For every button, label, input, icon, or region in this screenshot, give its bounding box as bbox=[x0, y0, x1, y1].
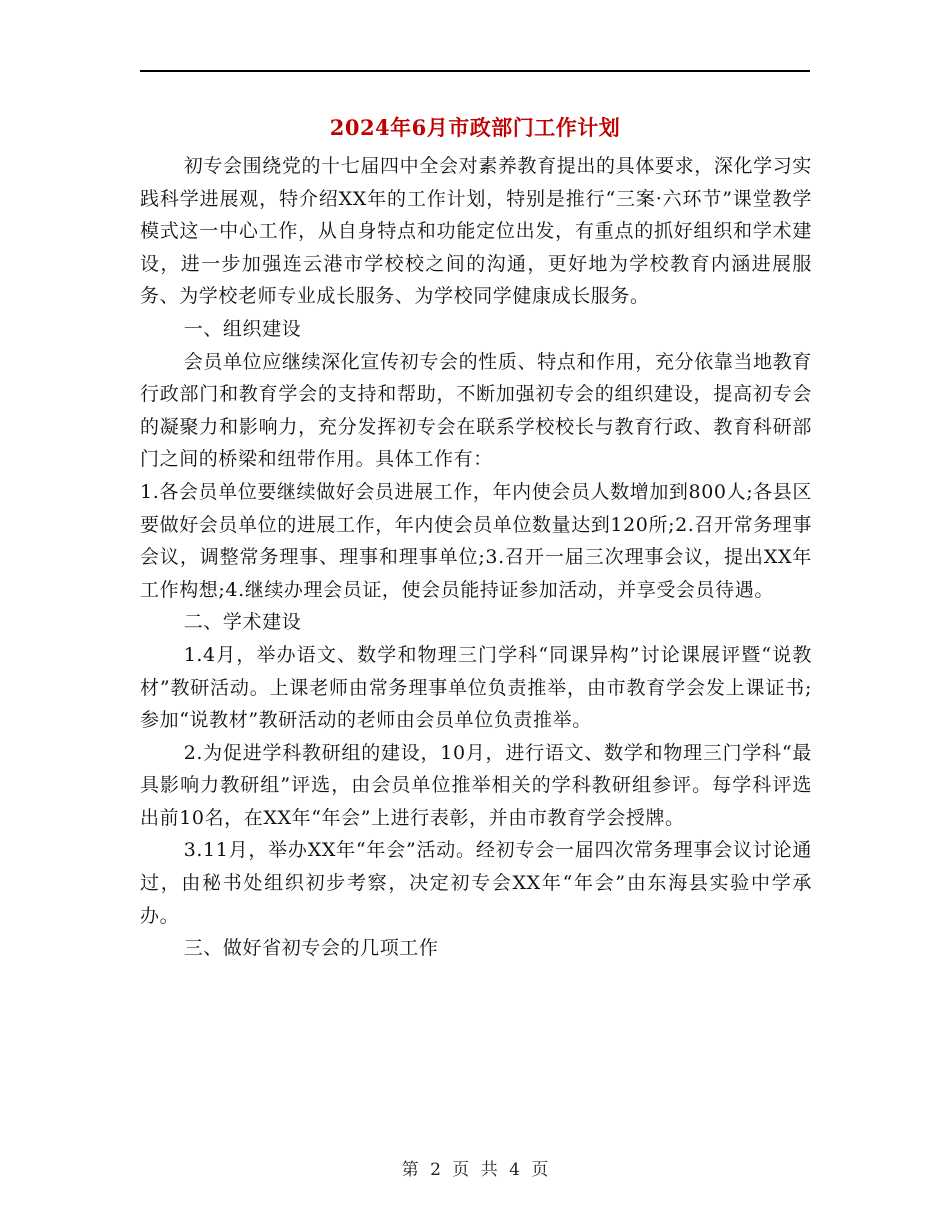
document-title: 2024年6月市政部门工作计划 bbox=[329, 115, 621, 140]
organization-paragraph: 会员单位应继续深化宣传初专会的性质、特点和作用，充分依靠当地教育行政部门和教育学会的支持和帮助，不断加强初专会的组织建设，提高初专会的凝聚力和影响力，充分发挥初专会在联系学校校长与教育行政、教育科研部门之间的桥梁和纽带作用。具体工作有： bbox=[140, 350, 812, 471]
organization-tasks-paragraph: 1.各会员单位要继续做好会员进展工作，年内使会员人数增加到800人;各县区要做好会员单位的进展工作，年内使会员单位数量达到120所;2.召开常务理事会议，调整常务理事、理事和理事单位;3.召开一届三次理事会议，提出XX年工作构想;4.继续办理会员证，使会员能持证参加活动，并享受会员待遇。 bbox=[140, 480, 812, 601]
section-heading-provincial: 三、做好省初专会的几项工作 bbox=[183, 937, 439, 960]
section-heading-organization: 一、组织建设 bbox=[183, 317, 302, 340]
academic-item-2: 2.为促进学科教研组的建设，10月，进行语文、数学和物理三门学科“最具影响力教研组”评选，由会员单位推举相关的学科教研组参评。每学科评选出前10名，在XX年“年会”上进行表彰，并由市教育学会授牌。 bbox=[140, 741, 812, 829]
academic-item-3: 3.11月，举办XX年“年会”活动。经初专会一届四次常务理事会议讨论通过，由秘书处组织初步考察，决定初专会XX年“年会”由东海县实验中学承办。 bbox=[140, 839, 812, 927]
document-body bbox=[140, 150, 812, 965]
academic-item-1: 1.4月，举办语文、数学和物理三门学科“同课异构”讨论课展评暨“说教材”教研活动。上课老师由常务理事单位负责推举，由市教育学会发上课证书;参加“说教材”教研活动的老师由会员单位负责推举。 bbox=[140, 643, 812, 732]
page-number: 第 2 页 共 4 页 bbox=[401, 1160, 549, 1180]
intro-paragraph: 初专会围绕党的十七届四中全会对素养教育提出的具体要求，深化学习实践科学进展观，特介绍XX年的工作计划，特别是推行“三案·六环节”课堂教学模式这一中心工作，从自身特点和功能定位出发，有重点的抓好组织和学术建设，进一步加强连云港市学校校之间的沟通，更好地为学校教育内涵进展服务、为学校老师专业成长服务、为学校同学健康成长服务。 bbox=[140, 155, 812, 308]
section-heading-academic: 二、学术建设 bbox=[183, 611, 302, 634]
header-rule bbox=[140, 70, 810, 72]
